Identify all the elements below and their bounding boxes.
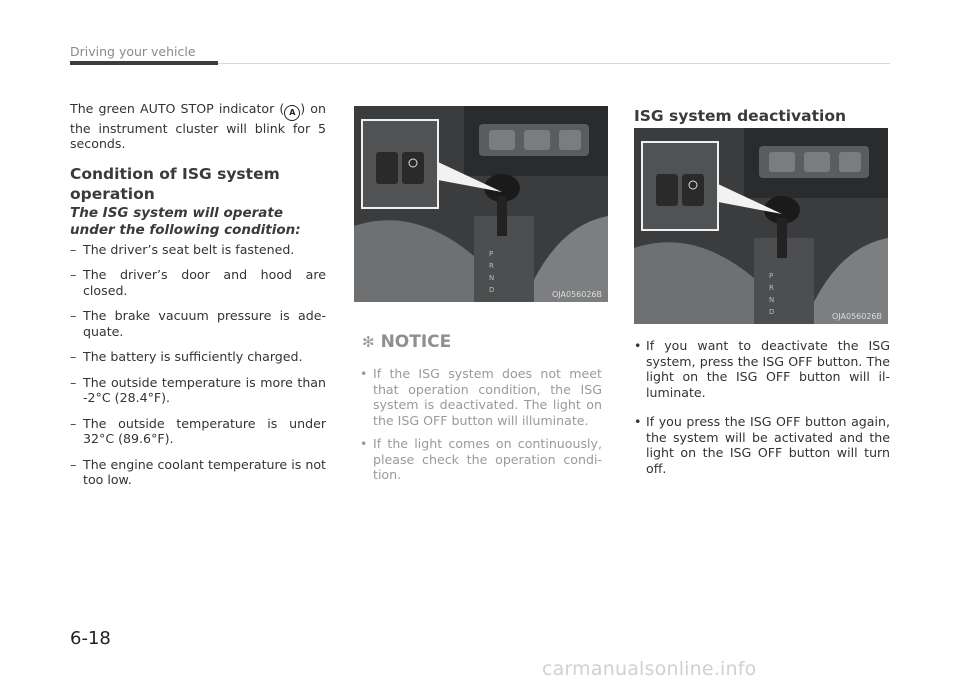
photo-caption: OJA056026B <box>551 290 602 299</box>
condition-heading: Condition of ISG system operation <box>70 164 280 203</box>
list-item: • If the ISG system does not meet that operation condition, the ISG system is deactivated. The light on the ISG OFF button will illuminate. <box>354 366 608 428</box>
list-item: – The outside temperature is more than -2°C (28.4°F). <box>70 375 326 406</box>
svg-text:D: D <box>489 286 495 294</box>
intro-paragraph <box>70 101 326 152</box>
intro-text-start: The green AUTO STOP indicator ( <box>70 101 285 116</box>
column-middle <box>354 106 608 491</box>
auto-stop-indicator-icon: A <box>284 105 300 121</box>
deactivation-heading: ISG system deactivation <box>634 107 847 125</box>
page-number: 6-18 <box>70 628 111 649</box>
notice-list <box>354 366 608 483</box>
console-photo-2 <box>634 128 888 324</box>
condition-subheading: The ISG system will operate under the following condition: <box>70 204 301 238</box>
svg-text:R: R <box>769 284 774 292</box>
deactivation-list <box>634 338 890 476</box>
notice-title-text: NOTICE <box>380 332 452 352</box>
list-item: • If the light comes on continuously, please check the operation condi-tion. <box>354 436 608 483</box>
header-section-title: Driving your vehicle <box>70 44 196 59</box>
asterisk-icon: ✻ <box>362 333 375 351</box>
intro-text-end: ) on the instrument cluster will blink for 5 seconds. <box>70 101 326 152</box>
header-rule <box>218 63 890 64</box>
column-left <box>70 101 326 498</box>
column-right <box>634 106 890 490</box>
console-photo <box>354 106 608 302</box>
list-item: – The outside temperature is under 32°C (89.6°F). <box>70 416 326 447</box>
condition-list <box>70 242 326 488</box>
notice-heading <box>362 332 608 352</box>
header-bar <box>70 61 218 65</box>
svg-text:R: R <box>489 262 494 270</box>
svg-text:D: D <box>769 308 775 316</box>
list-item: – The brake vacuum pressure is ade-quate. <box>70 308 326 339</box>
console-illustration-2 <box>634 128 888 324</box>
svg-text:N: N <box>769 296 775 304</box>
list-item: • If you want to deactivate the ISG system, press the ISG OFF button. The light on the ISG OFF button will il-luminate. <box>634 338 890 400</box>
list-item: – The battery is sufficiently charged. <box>70 349 326 365</box>
list-item: – The driver’s seat belt is fastened. <box>70 242 326 258</box>
watermark: carmanualsonline.info <box>542 658 757 680</box>
list-item: • If you press the ISG OFF button again, the system will be activated and the light on the ISG OFF button will turn off. <box>634 414 890 476</box>
svg-text:P: P <box>489 250 494 258</box>
list-item: – The engine coolant temperature is not too low. <box>70 457 326 488</box>
list-item: – The driver’s door and hood are closed. <box>70 267 326 298</box>
photo-caption: OJA056026B <box>831 312 882 321</box>
console-illustration <box>354 106 608 302</box>
svg-text:N: N <box>489 274 495 282</box>
svg-text:P: P <box>769 272 774 280</box>
